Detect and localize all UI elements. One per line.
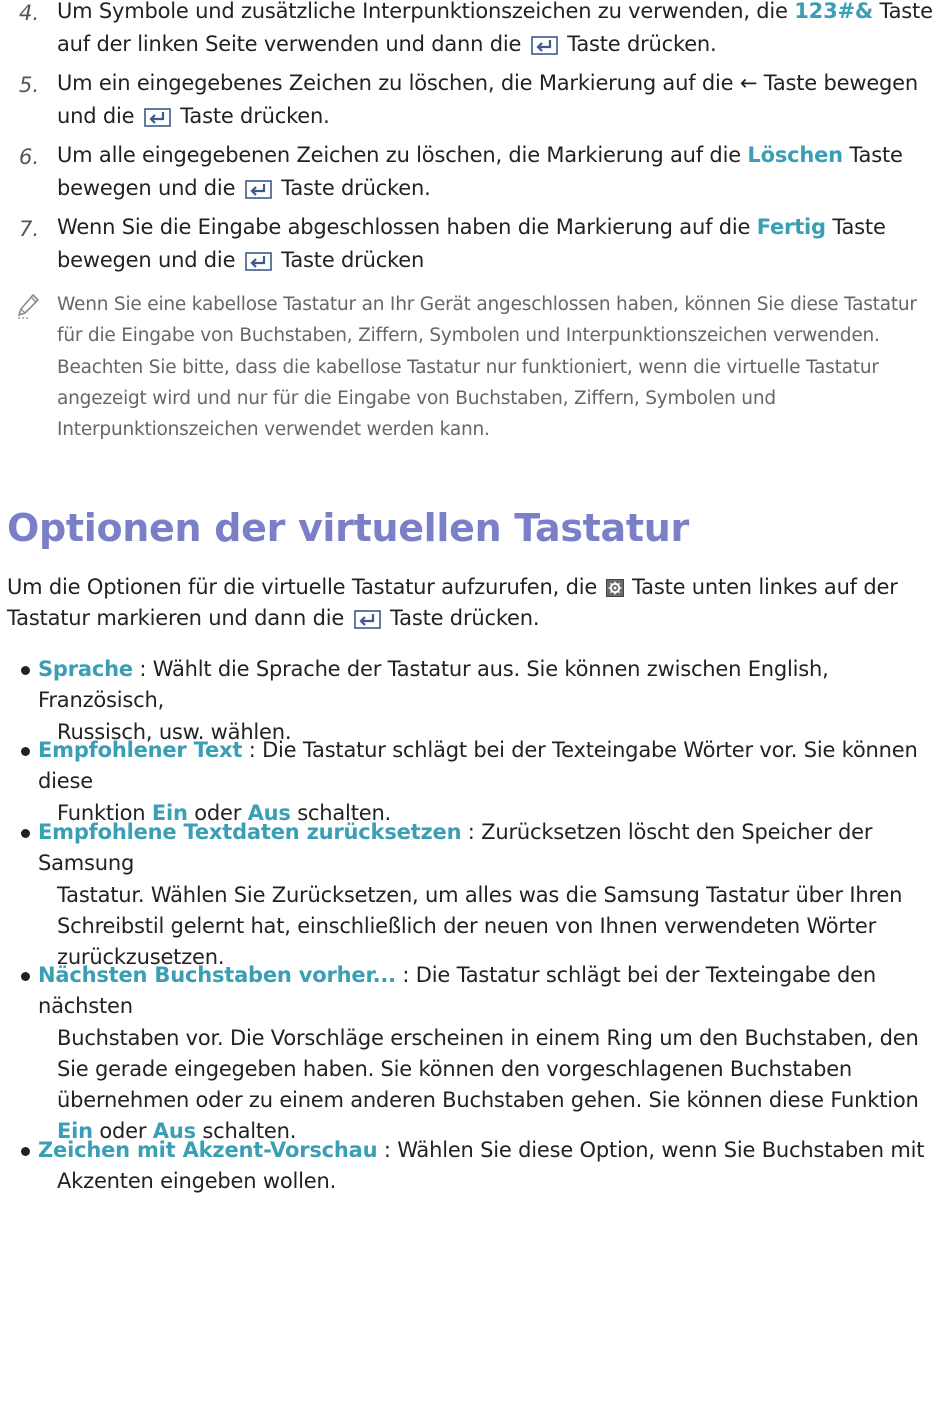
off-label: Aus: [152, 1119, 196, 1144]
section-heading: Optionen der virtuellen Tastatur: [7, 506, 689, 550]
bullet: [21, 666, 30, 675]
settings-key-icon: [606, 579, 624, 597]
option-label: Nächsten Buchstaben vorher...: [38, 963, 396, 987]
step-number: 4.: [19, 1, 40, 25]
step-7: [0, 211, 940, 277]
option-suggested-text: Empfohlener Text : Die Tastatur schlägt bei der Texteingabe Wörter vor. Sie können diese Funktion Ein oder Aus schalten.: [0, 735, 940, 829]
pencil-note-icon: [16, 293, 40, 319]
step-number: 6.: [19, 145, 40, 169]
bullet: [21, 747, 30, 756]
bullet: [21, 829, 30, 838]
option-label: Empfohlene Textdaten zurücksetzen: [38, 820, 462, 844]
enter-key-icon: [245, 252, 272, 271]
option-label: Sprache: [38, 657, 133, 681]
key-123-label: 123#&: [794, 0, 873, 23]
off-label: Aus: [247, 800, 291, 825]
on-label: Ein: [151, 800, 188, 825]
step-text: Um Symbole und zusätzliche Interpunktionszeichen zu verwenden, die 123#& Taste auf der linken Seite verwenden und dann die Taste drücken.: [57, 0, 933, 56]
option-reset-text-data: Empfohlene Textdaten zurücksetzen : Zurücksetzen löscht den Speicher der Samsung Tastatur. Wählen Sie Zurücksetzen, um alles was die Samsung Tastatur über Ihren Schreibstil gelernt hat, einschließlich der neuen von Ihnen verwendeten Wörter zurückzusetzen.: [0, 817, 940, 973]
step-4: [0, 0, 940, 61]
bullet: [21, 972, 30, 981]
step-number: 7.: [19, 217, 40, 241]
step-text: Um alle eingegebenen Zeichen zu löschen, die Markierung auf die Löschen Taste bewegen und die Taste drücken.: [57, 143, 903, 200]
note-block: [0, 289, 935, 445]
on-label: Ein: [57, 1119, 93, 1144]
step-text: Um ein eingegebenes Zeichen zu löschen, die Markierung auf die ← Taste bewegen und die Taste drücken.: [57, 71, 918, 128]
enter-key-icon: [354, 610, 381, 629]
enter-key-icon: [245, 180, 272, 199]
enter-key-icon: [144, 108, 171, 127]
bullet: [21, 1147, 30, 1156]
enter-key-icon: [531, 36, 558, 55]
option-language: Sprache : Wählt die Sprache der Tastatur aus. Sie können zwischen English, Französisch, Russisch, usw. wählen.: [0, 654, 940, 748]
option-label: Zeichen mit Akzent-Vorschau: [38, 1138, 378, 1162]
step-number: 5.: [19, 73, 40, 97]
step-5: [0, 67, 940, 133]
delete-key-label: Löschen: [747, 143, 843, 167]
step-text: Wenn Sie die Eingabe abgeschlossen haben die Markierung auf die Fertig Taste bewegen und die Taste drücken: [57, 215, 886, 272]
done-key-label: Fertig: [756, 215, 826, 239]
option-label: Empfohlener Text: [38, 738, 243, 762]
option-accent-preview: Zeichen mit Akzent-Vorschau : Wählen Sie diese Option, wenn Sie Buchstaben mit Akzenten eingeben wollen.: [0, 1135, 940, 1198]
note-text: Wenn Sie eine kabellose Tastatur an Ihr Gerät angeschlossen haben, können Sie diese Tastatur für die Eingabe von Buchstaben, Ziffern, Symbolen und Interpunktionszeichen verwenden. Beachten Sie bitte, dass die kabellose Tastatur nur funktioniert, wenn die virtuelle Tastatur angezeigt wird und nur für die Eingabe von Buchstaben, Ziffern, Symbolen und Interpunktionszeichen verwendet werden kann.: [57, 294, 917, 441]
step-6: [0, 139, 940, 205]
section-intro: Um die Optionen für die virtuelle Tastatur aufzurufen, die Taste unten linkes auf der Tastatur markieren und dann die Taste drücken.: [7, 575, 898, 630]
option-next-letter-prediction: Nächsten Buchstaben vorher... : Die Tastatur schlägt bei der Texteingabe den nächsten Buchstaben vor. Die Vorschläge erscheinen in einem Ring um den Buchstaben, den Sie gerade eingegeben haben. Sie können den vorgeschlagenen Buchstaben übernehmen oder zu einem anderen Buchstaben gehen. Sie können diese Funktion Ein oder Aus schalten.: [0, 960, 940, 1148]
